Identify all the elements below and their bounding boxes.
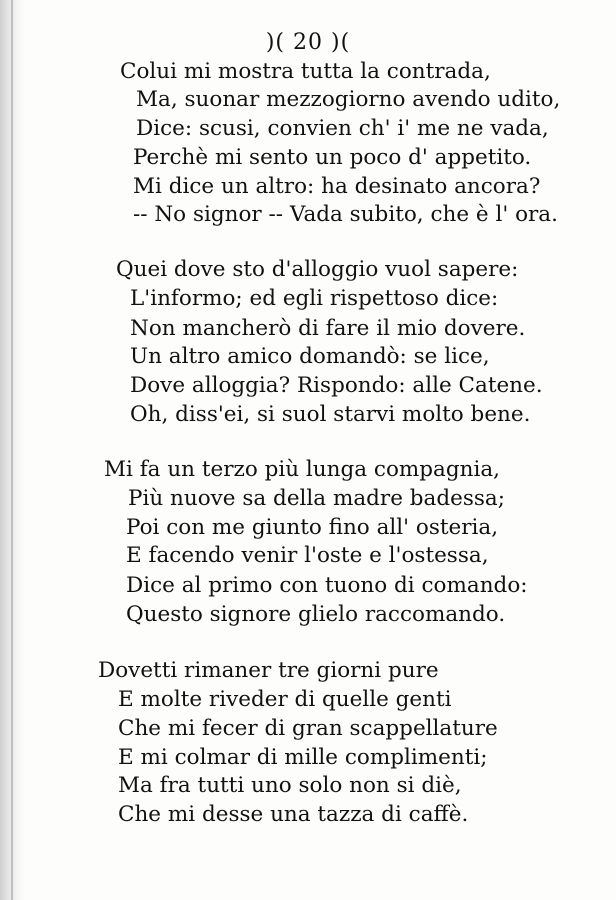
verse-line: Mi dice un altro: ha desinato ancora? — [133, 174, 541, 199]
verse-line: Che mi desse una tazza di caffè. — [118, 802, 469, 827]
verse-line: Non mancherò di fare il mio dovere. — [130, 316, 526, 341]
verse-line: Dove alloggia? Rispondo: alle Catene. — [130, 373, 543, 398]
verse-line: Mi fa un terzo più lunga compagnia, — [104, 457, 501, 482]
verse-line: E facendo venir l'oste e l'ostessa, — [126, 543, 489, 568]
verse-line: L'informo; ed egli rispettoso dice: — [130, 286, 499, 311]
verse-line: Quei dove sto d'alloggio vuol sapere: — [116, 257, 519, 282]
gutter-line — [11, 0, 13, 900]
verse-line: Oh, diss'ei, si suol starvi molto bene. — [130, 402, 531, 427]
verse-line: Un altro amico domandò: se lice, — [130, 344, 490, 369]
page-gutter — [0, 0, 24, 900]
verse-line: E mi colmar di mille complimenti; — [118, 745, 488, 770]
verse-line: Dice: scusi, convien ch' i' me ne vada, — [136, 116, 549, 141]
page-number: )( 20 )( — [265, 30, 351, 55]
verse-line: E molte riveder di quelle genti — [118, 687, 452, 712]
verse-line: Colui mi mostra tutta la contrada, — [120, 59, 491, 84]
verse-line: Ma, suonar mezzogiorno avendo udito, — [136, 87, 561, 112]
verse-line: Dice al primo con tuono di comando: — [126, 573, 528, 598]
verse-line: Poi con me giunto fino all' osteria, — [126, 515, 499, 540]
verse-line: Perchè mi sento un poco d' appetito. — [133, 145, 532, 170]
verse-line: Più nuove sa della madre badessa; — [128, 486, 505, 511]
verse-line: Ma fra tutti uno solo non si diè, — [118, 773, 462, 798]
verse-line: Che mi fecer di gran scappellature — [118, 716, 498, 741]
verse-line: Dovetti rimaner tre giorni pure — [98, 658, 439, 683]
verse-line: Questo signore glielo raccomando. — [126, 602, 506, 627]
verse-line: -- No signor -- Vada subito, che è l' ora. — [133, 202, 558, 227]
